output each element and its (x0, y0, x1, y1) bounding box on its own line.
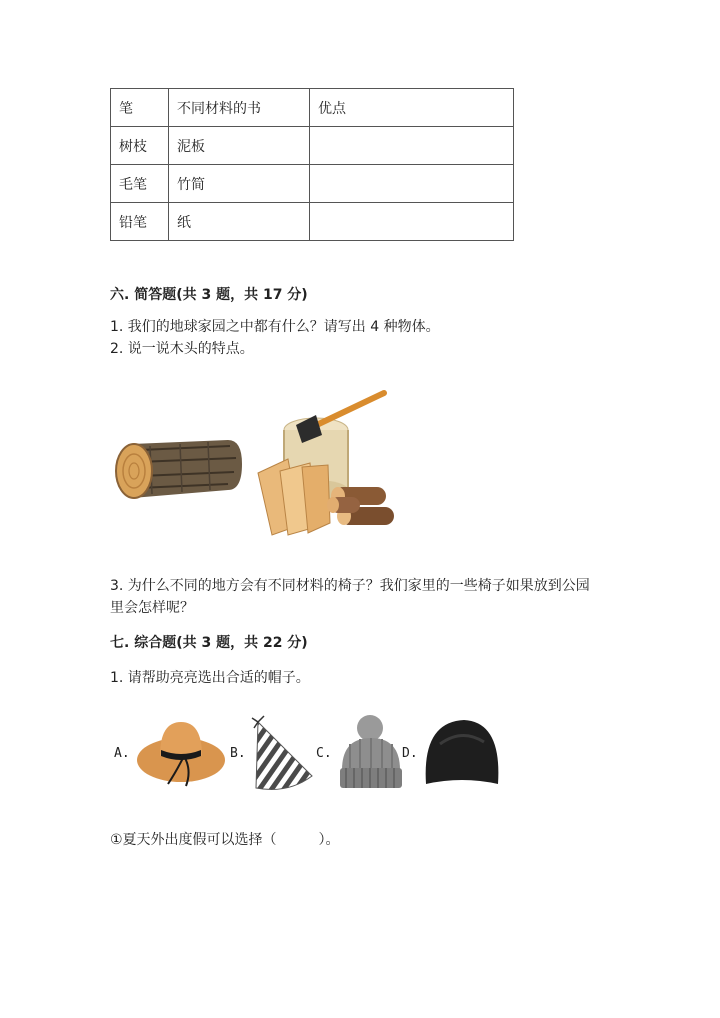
table-cell: 泥板 (169, 127, 310, 165)
option-c-label: C. (316, 746, 332, 761)
sun-hat-icon (134, 712, 229, 790)
swim-cap-icon (422, 714, 502, 792)
option-b-label: B. (230, 746, 246, 761)
materials-table (110, 88, 514, 241)
option-d-label: D. (402, 746, 418, 761)
table-cell: 树枝 (111, 127, 169, 165)
question-6-1: 1. 我们的地球家园之中都有什么？请写出 4 种物体。 (110, 319, 440, 335)
question-6-3-line1: 3. 为什么不同的地方会有不同材料的椅子？我们家里的一些椅子如果放到公园 (110, 578, 590, 594)
table-row (111, 165, 514, 203)
question-6-3-line2: 里会怎样呢？ (110, 600, 194, 616)
answer-cell[interactable] (310, 165, 514, 203)
table-cell: 铅笔 (111, 203, 169, 241)
option-a-label: A. (114, 746, 130, 761)
answer-cell[interactable] (310, 127, 514, 165)
firewood-axe-image (250, 385, 400, 540)
question-6-2: 2. 说一说木头的特点。 (110, 341, 254, 357)
table-row (111, 203, 514, 241)
party-hat-icon (248, 714, 318, 794)
table-cell: 笔 (111, 89, 169, 127)
question-7-1: 1. 请帮助亮亮选出合适的帽子。 (110, 670, 310, 686)
table-cell: 纸 (169, 203, 310, 241)
answer-cell[interactable] (310, 203, 514, 241)
table-cell: 毛笔 (111, 165, 169, 203)
knit-beanie-icon (336, 714, 406, 792)
log-image (110, 432, 245, 507)
table-cell: 竹简 (169, 165, 310, 203)
section-6-title: 六. 简答题(共 3 题，共 17 分) (110, 287, 308, 303)
section-7-title: 七. 综合题(共 3 题，共 22 分) (110, 635, 308, 651)
question-7-1-sub1: ①夏天外出度假可以选择（ ）。 (110, 832, 340, 848)
table-row (111, 127, 514, 165)
table-cell: 优点 (310, 89, 514, 127)
table-row (111, 89, 514, 127)
table-cell: 不同材料的书 (169, 89, 310, 127)
